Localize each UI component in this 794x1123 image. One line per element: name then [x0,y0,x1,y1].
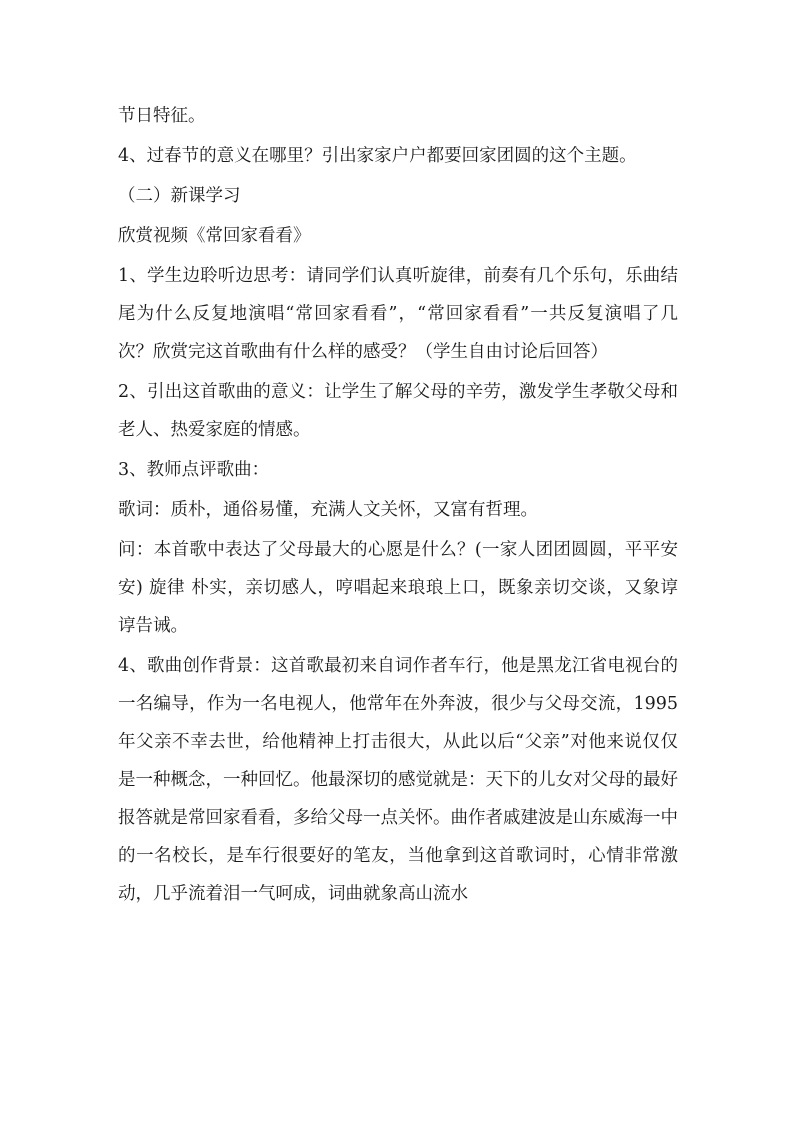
paragraph-item-4-meaning: 4、过春节的意义在哪里？引出家家户户都要回家团圆的这个主题。 [118,146,637,166]
paragraph-item-1-listen: 1、学生边聆听边思考：请同学们认真听旋律，前奏有几个乐句，乐曲结尾为什么反复地演唱“常回家看看”，“常回家看看”一共反复演唱了几次？欣赏完这首歌曲有什么样的感受？（学生自由讨论后回答） [118,266,678,362]
document-body [118,97,678,915]
paragraph-item-3-review: 3、教师点评歌曲： [118,460,270,480]
paragraph-question: 问：本首歌中表达了父母最大的心愿是什么？(一家人团团圆圆，平平安安) 旋律 朴实，亲切感人，哼唱起来琅琅上口，既象亲切交谈，又象谆谆告诫。 [118,540,678,636]
paragraph-lyrics: 歌词：质朴，通俗易懂，充满人文关怀，又富有哲理。 [118,500,538,520]
section-heading-new-lesson: （二）新课学习 [118,186,241,206]
paragraph-holiday-features: 节日特征。 [118,106,206,126]
paragraph-video-title: 欣赏视频《常回家看看》 [118,226,311,246]
paragraph-item-2-meaning: 2、引出这首歌曲的意义：让学生了解父母的辛劳，激发学生孝敬父母和老人、热爱家庭的情感。 [118,382,678,440]
paragraph-item-4-background: 4、歌曲创作背景：这首歌最初来自词作者车行，他是黑龙江省电视台的一名编导，作为一名电视人，他常年在外奔波，很少与父母交流，1995 年父亲不幸去世，给他精神上打击很大，从此以后“父亲”对他来说仅仅是一种概念，一种回忆。他最深切的感觉就是：天下的儿女对父母的最好报答就是常回家看看，多给父母一点关怀。曲作者戚建波是山东威海一中的一名校长，是车行很要好的笔友，当他拿到这首歌词时，心情非常激动，几乎流着泪一气呵成，词曲就象高山流水 [118,656,678,904]
